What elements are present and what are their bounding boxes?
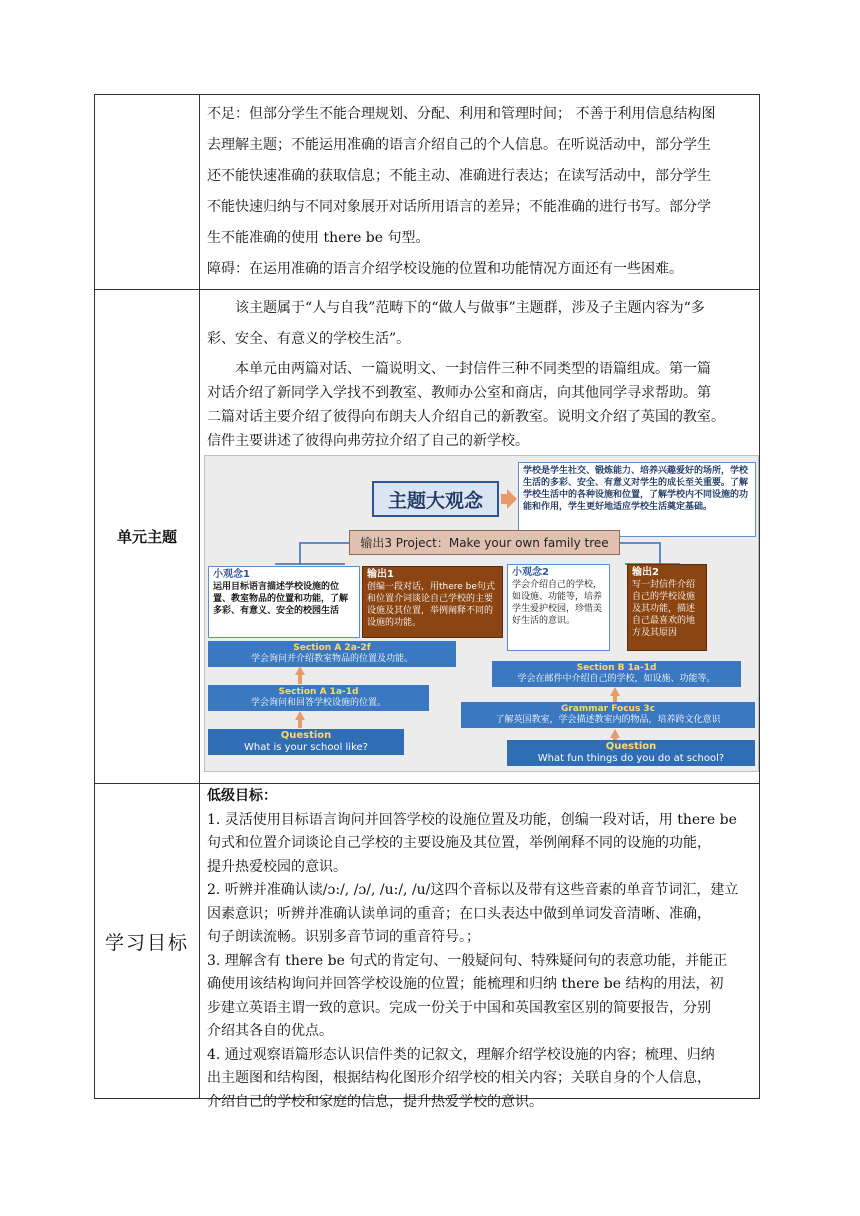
big-idea-description: 学校是学生社交、锻炼能力、培养兴趣爱好的场所，学校生活的多彩、安全、有意义对学生的成长至关重要。了解学校生活中的各种设施和位置，了解学校内不同设施的功能和作用，学生更好地适应学校生活奠定基础。 (518, 462, 756, 537)
concept2-title: 小观念2 (512, 567, 549, 578)
up-arrow-icon (610, 729, 620, 738)
big-idea-box: 主题大观念 (372, 481, 499, 517)
output2-title: 输出2 (632, 567, 659, 578)
goal-line: 3. 理解含有 there be 句式的肯定句、一般疑问句、特殊疑问句的表意功能，并能正 (207, 952, 728, 969)
weakness-line: 还不能快速准确的获取信息；不能主动、准确进行表达；在读写活动中，部分学生 (207, 168, 711, 184)
grammar-focus-title: Grammar Focus 3c (560, 704, 656, 714)
grammar-focus-text: 了解英国教室，学会描述教室内的物品，培养跨文化意识 (495, 715, 721, 725)
goals-cell (199, 785, 759, 1114)
goal-line: 步建立英语主谓一致的意识。完成一份关于中国和英国教室区别的简要报告，分别 (207, 999, 711, 1016)
section-a-1a-box (208, 685, 429, 711)
up-arrow-icon (295, 666, 305, 675)
branch-line-right (620, 543, 680, 564)
goals-heading: 低级目标： (207, 788, 277, 804)
obstacle-line: 障碍：在运用准确的语言介绍学校设施的位置和功能情况方面还有一些困难。 (207, 261, 683, 277)
goal-line: 句式和位置介词谈论自己学校的主要设施及其位置，举例阐释不同的设施的功能， (207, 835, 711, 851)
goal-line: 出主题图和结构图，根据结构化图形介绍学校的相关内容；关联自身的个人信息， (207, 1070, 711, 1086)
goal-line: 确使用该结构询问并回答学校设施的位置；能梳理和归纳 there be 结构的用法，初 (207, 976, 724, 992)
output2-box (627, 564, 707, 651)
unit-theme-text (199, 293, 759, 453)
up-arrow-icon (610, 687, 620, 696)
goal-line: 介绍其各自的优点。 (207, 1023, 333, 1039)
goal-line: 2. 听辨并准确认读/ɔ:/, /ɔ/, /u:/, /u/这四个音标以及带有这些音素的单音节词汇，建立 (207, 882, 739, 898)
weakness-line: 去理解主题；不能运用准确的语言介绍自己的个人信息。在听说活动中，部分学生 (207, 137, 711, 153)
arrow-right-icon (501, 489, 517, 509)
question-left-box (208, 729, 404, 755)
section-a-2a-box (208, 641, 456, 667)
grammar-focus-box (461, 702, 755, 728)
weakness-line: 不能快速归纳与不同对象展开对话所用语言的差异；不能准确的进行书写。部分学 (207, 199, 711, 215)
goal-line: 句子朗读流畅。识别多音节词的重音符号。； (207, 929, 480, 945)
concept1-title: 小观念1 (213, 569, 250, 580)
branch-line-left (275, 543, 349, 564)
concept1-box (208, 566, 360, 638)
theme-line: 对话介绍了新同学入学找不到教室、教师办公室和商店，向其他同学寻求帮助。第 (207, 385, 711, 401)
output1-text: 创编一段对话，用there be句式和位置介词谈论自己学校的主要设施及其位置，举例阐释不同的设施的功能。 (367, 582, 495, 628)
theme-line: 信件主要讲述了彼得向弗劳拉介绍了自己的新学校。 (207, 433, 529, 449)
section-a-1a-title: Section A 1a-1d (278, 687, 359, 697)
weakness-cell (199, 99, 759, 285)
up-arrow-shaft (298, 674, 302, 684)
theme-line: 二篇对话主要介绍了彼得向布朗夫人介绍自己的新教室。说明文介绍了英国的教室。 (207, 409, 725, 425)
up-arrow-icon (295, 711, 305, 720)
question-left-title: Question (280, 730, 332, 741)
goal-line: 介绍自己的学校和家庭的信息，提升热爱学校的意识。 (207, 1093, 543, 1110)
question-left-text: What is your school like? (244, 742, 368, 753)
concept2-text: 学会介绍自己的学校，如设施、功能等，培养学生爱护校园，珍惜美好生活的意识。 (512, 580, 603, 626)
question-right-title: Question (605, 741, 657, 752)
output2-text: 写一封信件介绍自己的学校设施及其功能，描述自己最喜欢的地方及其原因 (632, 580, 696, 638)
section-b-text: 学会在邮件中介绍自己的学校，如设施、功能等。 (517, 674, 716, 684)
concept-diagram (204, 455, 759, 772)
question-right-box (507, 740, 755, 766)
question-right-text: What fun things do you do at school? (537, 753, 725, 764)
theme-line: 彩、安全、有意义的学校生活”。 (207, 331, 411, 347)
section-a-1a-text: 学会询问和回答学校设施的位置。 (250, 698, 386, 708)
goal-line: 因素意识；听辨并准确认读单词的重音；在口头表达中做到单词发音清晰、准确， (207, 905, 711, 922)
weakness-line: 生不能准确的使用 there be 句型。 (207, 230, 430, 246)
theme-line: 该主题属于“人与自我”范畴下的“做人与做事”主题群，涉及子主题内容为“多 (235, 300, 705, 316)
output1-title: 输出1 (367, 569, 394, 580)
unit-theme-label: 单元主题 (116, 527, 177, 546)
output3-box: 输出3 Project：Make your own family tree (349, 530, 620, 555)
goal-line: 4. 通过观察语篇形态认识信件类的记叙文，理解介绍学校设施的内容；梳理、归纳 (207, 1046, 715, 1063)
concept2-box (507, 564, 610, 651)
output1-box (362, 566, 503, 638)
theme-line: 本单元由两篇对话、一篇说明文、一封信件三种不同类型的语篇组成。第一篇 (235, 361, 711, 377)
section-b-title: Section B 1a-1d (576, 663, 657, 673)
section-a-2a-title: Section A 2a-2f (293, 643, 371, 653)
section-b-box (492, 661, 741, 687)
concept1-text: 运用目标语言描述学校设施的位置、教室物品的位置和功能，了解多彩、有意义、安全的校园生活 (213, 582, 349, 616)
goals-label: 学习目标 (104, 932, 189, 954)
goal-line: 1. 灵活使用目标语言询问并回答学校的设施位置及功能，创编一段对话，用 there be (207, 811, 737, 828)
section-a-2a-text: 学会询问并介绍教室物品的位置及功能。 (250, 654, 413, 664)
goal-line: 提升热爱校园的意识。 (207, 858, 347, 875)
weakness-line: 不足：但部分学生不能合理规划、分配、利用和管理时间； 不善于利用信息结构图 (207, 106, 716, 122)
